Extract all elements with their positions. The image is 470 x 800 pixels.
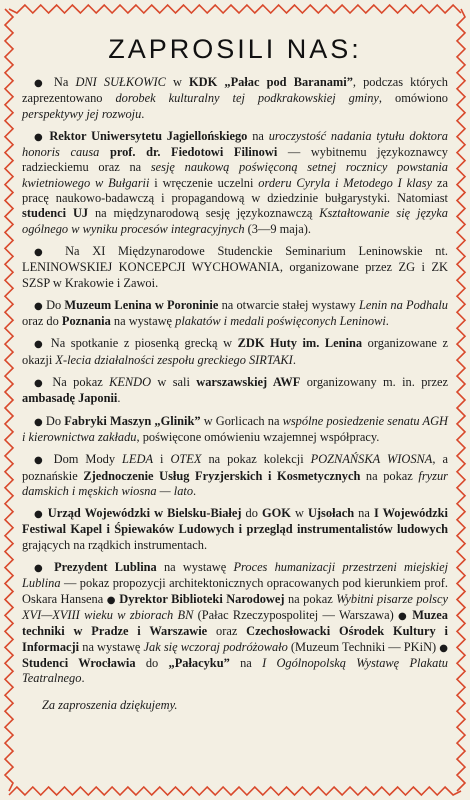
- text-run: Prezydent Lublina: [54, 560, 157, 575]
- text-run: .: [193, 483, 197, 498]
- text-run: fryzur damskich i męskich wiosna — lato: [22, 468, 448, 498]
- text-run: Lenin na Podhalu: [358, 297, 448, 312]
- text-run: , poświęcone omówieniu wzajemnej współpracy.: [136, 429, 380, 444]
- text-run: , omówiono: [378, 91, 449, 106]
- text-run: w: [290, 506, 308, 521]
- text-run: na międzynarodową sesję językoznawczą: [88, 206, 320, 221]
- text-run: do: [135, 655, 169, 670]
- text-run: (Pałac Rzeczypospolitej — Warszawa): [193, 607, 398, 622]
- text-run: Dom Mody: [53, 452, 123, 467]
- text-run: Kształtowanie się języka ogólnego w wyniku procesów integracyjnych: [22, 206, 448, 236]
- text-run: Jak się wczoraj podróżowało: [143, 639, 288, 654]
- bullet-icon: ●: [34, 509, 44, 521]
- bullet-icon: ●: [34, 131, 45, 143]
- text-run: w: [165, 75, 190, 89]
- text-run: na: [229, 655, 263, 670]
- announcement-paragraph: [22, 129, 448, 237]
- announcement-paragraph: [22, 336, 448, 368]
- article-content: [22, 26, 448, 713]
- text-run: I Ogólnopolską Wystawę Plakatu Teatralnego: [22, 655, 449, 686]
- text-run: na: [247, 128, 269, 143]
- text-run: na pokaz: [360, 468, 419, 483]
- text-run: grających na rządkich instrumentach.: [22, 537, 208, 552]
- text-run: Muzeum Lenina w Poroninie: [64, 297, 219, 312]
- text-run: (Muzeum Techniki — PKiN): [287, 639, 440, 654]
- text-run: w Gorlicach na: [200, 413, 283, 428]
- text-run: .: [141, 106, 145, 121]
- text-run: Na pokaz: [52, 375, 110, 390]
- text-run: OTEX: [170, 452, 202, 467]
- bullet-icon: ●: [34, 78, 47, 89]
- text-run: (3—9 maja).: [244, 221, 311, 236]
- bullet-icon: ●: [34, 300, 43, 312]
- text-run: Czechosłowacki Ośrodek Kultury i Informacji: [22, 624, 448, 654]
- text-run: KDK „Pałac pod Baranami”: [189, 75, 353, 89]
- text-run: do: [241, 506, 262, 521]
- text-run: na: [354, 506, 374, 521]
- text-run: Dyrektor Biblioteki Narodowej: [119, 591, 285, 606]
- text-run: perspektywy jej rozwoju: [22, 106, 142, 121]
- text-run: sesję naukową poświęconą setnej rocznicy powstania kwietniowego w Bułgarii: [22, 160, 449, 190]
- text-run: na wystawę: [110, 314, 176, 329]
- text-run: organizowany m. in. przez: [300, 375, 449, 390]
- text-run: DNI SUŁKOWIC: [75, 75, 166, 89]
- bullet-icon: ●: [439, 642, 449, 654]
- announcement-paragraph: [22, 75, 448, 122]
- text-run: — wybitnemu językoznawcy radzieckiemu oraz na: [22, 145, 448, 175]
- text-run: orderu Cyryla i Metodego I klasy: [258, 175, 433, 190]
- text-run: Muzea techniki w Pradze i Warszawie: [22, 607, 448, 639]
- text-run: prof. dr. Fiedotowi Filinowi: [109, 145, 278, 160]
- text-run: KENDO: [109, 375, 152, 390]
- text-run: Na: [53, 75, 76, 89]
- text-run: Poznania: [61, 314, 111, 329]
- text-run: plakatów i medali poświęconych Leninowi: [175, 314, 386, 329]
- text-run: X-lecia działalności zespołu greckiego SIRTAKI: [55, 352, 293, 367]
- text-run: na wystawę: [79, 639, 144, 654]
- text-run: Na XI Międzynarodowe Studenckie Seminarium Leninowskie nt. LENINOWSKIEJ KONCEPCJI WYCHOWANIA, organizowane przez ZG i ZK SZSP w Krakowie i Zawoi.: [22, 243, 448, 290]
- text-run: Wybitni pisarze polscy XVI—XVIII wieku w zbiorach BN: [22, 591, 448, 622]
- bullet-icon: ●: [34, 563, 47, 575]
- bullet-icon: ●: [106, 594, 116, 606]
- text-run: POZNAŃSKA WIOSNA: [310, 452, 433, 467]
- announcement-paragraph: [22, 298, 448, 330]
- announcement-paragraph: [22, 375, 448, 407]
- text-run: i wręczenie uczelni: [149, 175, 259, 190]
- bullet-icon: ●: [397, 610, 408, 622]
- text-run: , a poznańskie: [22, 452, 448, 483]
- border-zigzag: [9, 787, 461, 795]
- text-run: za pracę naukowo-badawczą i propagandową w dziedzinie bułgarystyki. Natomiast: [22, 175, 448, 206]
- text-run: [99, 145, 110, 159]
- text-run: Rektor Uniwersytetu Jagiellońskiego: [49, 128, 248, 143]
- text-run: „Pałacyku”: [168, 655, 230, 670]
- announcement-paragraph: [22, 506, 448, 553]
- text-run: warszawskiej AWF: [196, 375, 301, 390]
- text-run: GOK: [261, 506, 291, 521]
- text-run: ZDK Huty im. Lenina: [237, 336, 363, 351]
- bullet-icon: ●: [34, 339, 46, 351]
- border-zigzag: [5, 9, 13, 791]
- text-run: studenci UJ: [22, 206, 89, 221]
- text-run: Do: [45, 413, 65, 428]
- article-body: [22, 75, 448, 686]
- text-run: organizowane z okazji: [22, 336, 448, 367]
- text-run: Na spotkanie z piosenką grecką w: [50, 336, 238, 351]
- text-run: Do: [46, 297, 65, 312]
- border-zigzag: [457, 9, 465, 791]
- text-run: na otwarcie stałej wystawy: [218, 297, 359, 312]
- text-run: .: [292, 352, 296, 367]
- text-run: Studenci Wrocławia: [22, 655, 136, 670]
- text-run: .: [385, 314, 389, 329]
- text-run: oraz: [207, 624, 247, 639]
- announcement-paragraph: [22, 452, 448, 499]
- closing-line: Za zaproszenia dziękujemy.: [42, 698, 178, 713]
- text-run: oraz do: [22, 314, 62, 329]
- text-run: i: [153, 452, 171, 467]
- article-title: ZAPROSILI NAS:: [108, 34, 362, 64]
- text-run: na pokaz kolekcji: [201, 452, 311, 467]
- text-run: , podczas których zaprezentowano: [22, 75, 448, 106]
- bullet-icon: ●: [34, 416, 43, 428]
- text-run: — pokaz propozycji architektonicznych opracowanych pod kierunkiem prof. Oskara Hansena: [22, 576, 448, 606]
- border-zigzag: [9, 5, 461, 13]
- text-run: w sali: [151, 375, 197, 390]
- text-run: dorobek kulturalny tej podkrakowskiej gminy: [115, 91, 379, 106]
- text-run: na wystawę: [156, 560, 234, 575]
- bullet-icon: ●: [34, 246, 53, 258]
- announcement-paragraph: [22, 244, 448, 291]
- text-run: Zjednoczenie Usług Fryzjerskich i Kosmetycznych: [83, 468, 361, 483]
- text-run: ambasadę Japonii: [22, 391, 118, 406]
- bullet-icon: ●: [34, 455, 47, 467]
- text-run: na pokaz: [284, 591, 337, 606]
- announcement-paragraph: [22, 414, 448, 446]
- text-run: .: [117, 391, 121, 406]
- text-run: I Wojewódzki Festiwal Kapel i Śpiewaków Ludowych i przegląd instrumentalistów ludowych: [22, 506, 448, 537]
- text-run: Proces humanizacji przestrzeni miejskiej Lublina: [22, 560, 449, 591]
- text-run: uroczystość nadania tytułu doktora honoris causa: [22, 128, 448, 160]
- text-run: Fabryki Maszyn „Glinik”: [64, 413, 201, 428]
- announcement-paragraph: [22, 560, 448, 686]
- text-run: LEDA: [122, 452, 154, 467]
- text-run: .: [81, 671, 85, 686]
- text-run: Ujsołach: [307, 506, 355, 521]
- text-run: wspólne posiedzenie senatu AGH i kierownictwa zakładu: [22, 413, 448, 444]
- bullet-icon: ●: [34, 378, 46, 390]
- text-run: Urząd Wojewódzki w Bielsku-Białej: [47, 506, 242, 521]
